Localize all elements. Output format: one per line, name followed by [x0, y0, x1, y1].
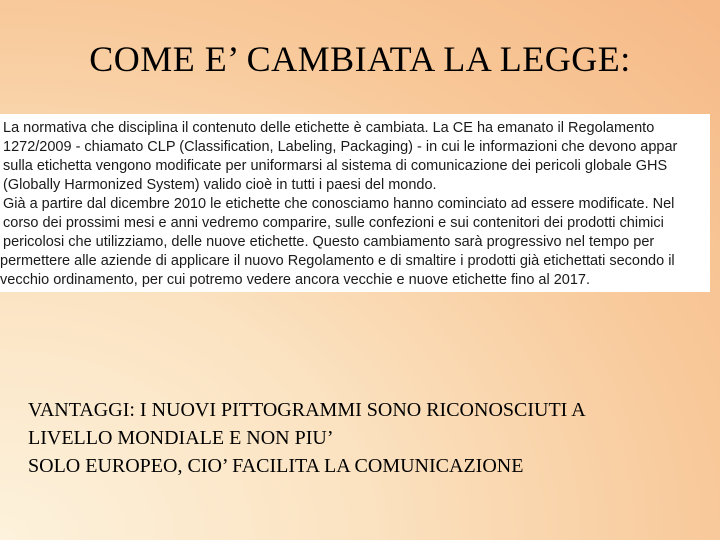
vantaggi-line: VANTAGGI: I NUOVI PITTOGRAMMI SONO RICONOSCIUTI A — [28, 399, 586, 421]
text-line: La normativa che disciplina il contenuto delle etichette è cambiata. La CE ha emanato il Regolamento — [3, 120, 655, 136]
slide-title: COME E’ CAMBIATA LA LEGGE: — [89, 39, 631, 79]
text-line: (Globally Harmonized System) valido cioè in tutti i paesi del mondo. — [3, 177, 437, 193]
text-line: sulla etichetta vengono modificate per uniformarsi al sistema di comunicazione dei pericoli globale GHS — [3, 158, 668, 174]
vantaggi-text — [28, 396, 718, 480]
text-line: Già a partire dal dicembre 2010 le etichette che conosciamo hanno cominciato ad essere modificate. Nel — [3, 196, 675, 212]
text-line: corso dei prossimi mesi e anni vedremo comparire, sulle confezioni e sui contenitori dei prodotti chimici — [3, 215, 664, 231]
vantaggi-line: LIVELLO MONDIALE E NON PIU’ — [28, 427, 334, 449]
vantaggi-line: SOLO EUROPEO, CIO’ FACILITA LA COMUNICAZIONE — [28, 455, 524, 477]
text-line: 1272/2009 - chiamato CLP (Classification, Labeling, Packaging) - in cui le informazioni che devono appar — [3, 139, 678, 155]
regulation-text-image — [0, 114, 710, 292]
text-line: pericolosi che utilizziamo, delle nuove etichette. Questo cambiamento sarà progressivo nel tempo per — [3, 234, 655, 250]
text-line: permettere alle aziende di applicare il nuovo Regolamento e di smaltire i prodotti già etichettati secondo il — [0, 253, 675, 269]
text-line: vecchio ordinamento, per cui potremo vedere ancora vecchie e nuove etichette fino al 2017. — [0, 272, 591, 288]
